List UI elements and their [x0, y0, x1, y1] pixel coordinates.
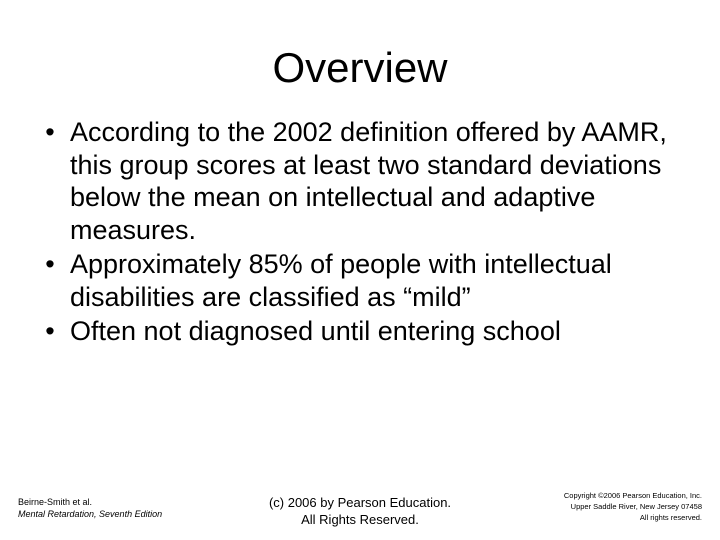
footer-right-line1: Copyright ©2006 Pearson Education, Inc.	[563, 491, 702, 500]
footer-right-line2: Upper Saddle River, New Jersey 07458	[570, 502, 702, 511]
footer-right-line3: All rights reserved.	[639, 513, 702, 522]
footer-copyright-right	[522, 490, 702, 523]
bullet-marker-icon: •	[45, 117, 55, 147]
footer-center-line2: All Rights Reserved.	[301, 512, 419, 527]
slide-title: Overview	[272, 44, 448, 91]
bullet-item	[30, 116, 700, 246]
bullet-item	[30, 248, 700, 313]
bullet-item	[30, 315, 700, 348]
footer-author: Beirne-Smith et al.	[18, 497, 93, 507]
bullet-list	[30, 116, 700, 350]
bullet-marker-icon: •	[45, 249, 55, 279]
footer-copyright-center	[230, 494, 490, 528]
footer-center-line1: (c) 2006 by Pearson Education.	[268, 495, 452, 510]
bullet-text: Approximately 85% of people with intellectual disabilities are classified as “mild”	[70, 249, 612, 312]
footer-book-title: Mental Retardation, Seventh Edition	[18, 509, 163, 519]
bullet-text: Often not diagnosed until entering school	[70, 316, 561, 346]
bullet-text: According to the 2002 definition offered by AAMR, this group scores at least two standard deviations below the mean on intellectual and adaptive measures.	[70, 117, 667, 245]
footer-book-credit	[18, 496, 162, 520]
bullet-marker-icon: •	[45, 316, 55, 346]
